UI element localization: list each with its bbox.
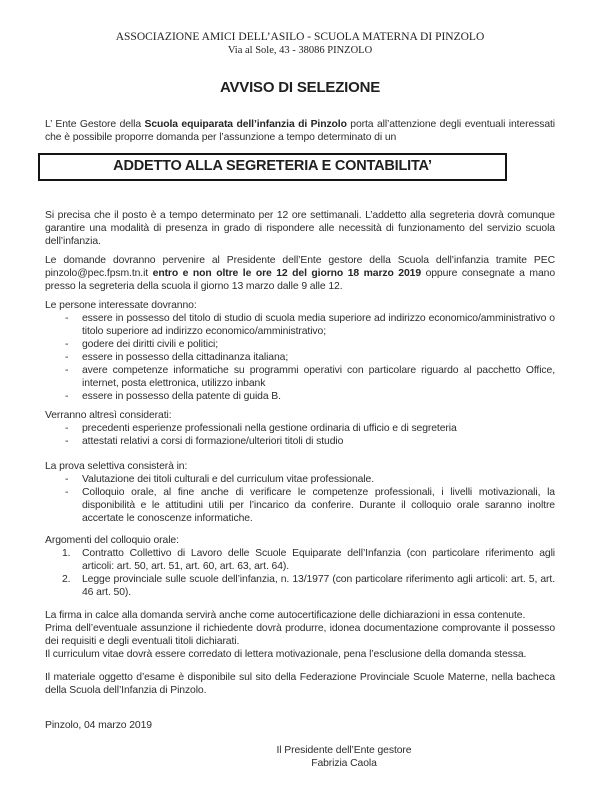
numbered-list-item xyxy=(45,547,555,573)
list-item xyxy=(45,351,555,364)
prova-list xyxy=(45,473,555,525)
domande-text-pre: Le domande dovranno pervenire al Presidente dell’Ente gestore della Scuola dell’infanzia tramite PEC pinzolo@pec.fpsm.tn.it xyxy=(45,255,555,279)
prova-intro: La prova selettiva consisterà in: xyxy=(45,461,188,472)
number-marker: 1. xyxy=(62,548,71,559)
list-item-text: Contratto Collettivo di Lavoro delle Scuole Equiparate dell’Infanzia (con particolare riferimento agli articoli: art. 50, art. 51, art. 60, art. 63, art. 64). xyxy=(82,548,555,572)
intro-paragraph xyxy=(45,118,555,144)
list-item-text: precedenti esperienze professionali nella gestione ordinaria di ufficio e di segreteria xyxy=(82,423,457,434)
list-item-text: essere in possesso della patente di guida B. xyxy=(82,391,281,402)
list-item-text: Colloquio orale, al fine anche di verificare le competenze professionali, i livelli motivazionali, la disponibilità e le attitudini utili per l’incarico da conferire. Durante il colloquio orale saranno inoltre accertate le conoscenze informatiche. xyxy=(82,487,555,524)
dash-marker: - xyxy=(65,365,69,376)
paragraph-domande xyxy=(45,254,555,293)
notice-title: AVVISO DI SELEZIONE xyxy=(219,79,381,96)
argomenti-list xyxy=(45,547,555,599)
list-item-text: Valutazione dei titoli culturali e del curriculum vitae professionale. xyxy=(82,474,374,485)
altresi-intro: Verranno altresì considerati: xyxy=(45,410,172,421)
dash-marker: - xyxy=(65,487,69,498)
dash-marker: - xyxy=(65,423,69,434)
position-title-box: ADDETTO ALLA SEGRETERIA E CONTABILITA’ xyxy=(38,153,507,181)
org-name: ASSOCIAZIONE AMICI DELL’ASILO - SCUOLA MATERNA DI PINZOLO xyxy=(115,31,485,43)
list-item-text: godere dei diritti civili e politici; xyxy=(82,339,219,350)
altresi-list xyxy=(45,422,555,448)
dateline: Pinzolo, 04 marzo 2019 xyxy=(45,720,152,731)
requisiti-intro: Le persone interessate dovranno: xyxy=(45,300,197,311)
intro-text-post: porta all’attenzione degli eventuali interessati che è possibile proporre domanda per l’assunzione a tempo determinato di un xyxy=(45,119,556,143)
deadline-bold: entro e non oltre le ore 12 del giorno 18 marzo 2019 xyxy=(152,268,422,279)
list-item-text: essere in possesso della cittadinanza italiana; xyxy=(82,352,289,363)
dash-marker: - xyxy=(65,313,69,324)
paragraph-materiale: Il materiale oggetto d’esame è disponibile sul sito della Federazione Provinciale Scuole Materne, nella bacheca della Scuola dell’Infanzia di Pinzolo. xyxy=(45,672,555,696)
dash-marker: - xyxy=(65,474,69,485)
dash-marker: - xyxy=(65,436,69,447)
requisiti-list xyxy=(45,312,555,403)
list-item xyxy=(45,338,555,351)
list-item-text: essere in possesso del titolo di studio di scuola media superiore ad indirizzo economico/amministrativo o titolo superiore ad indirizzo economico/amministrativo; xyxy=(82,313,555,337)
list-item-text: avere competenze informatiche su programmi operativi con particolare riguardo al pacchetto Office, internet, posta elettronica, utilizzo inbank xyxy=(82,365,555,389)
dash-marker: - xyxy=(65,391,69,402)
signature-block xyxy=(239,744,449,770)
list-item xyxy=(45,312,555,338)
org-address: Via al Sole, 43 - 38086 PINZOLO xyxy=(227,45,373,56)
number-marker: 2. xyxy=(62,574,71,585)
dash-marker: - xyxy=(65,352,69,363)
paragraph-assunzione: Prima dell’eventuale assunzione il richiedente dovrà produrre, idonea documentazione comprovante il possesso dei requisiti e degli eventuali titoli dichiarati. xyxy=(45,623,555,647)
list-item xyxy=(45,435,555,448)
list-item xyxy=(45,486,555,525)
dash-marker: - xyxy=(65,339,69,350)
signature-role: Il Presidente dell’Ente gestore xyxy=(276,745,412,756)
list-item-text: Legge provinciale sulle scuole dell’infanzia, n. 13/1977 (con particolare riferimento agli articoli: art. 5, art. 46 art. 50). xyxy=(82,574,555,598)
numbered-list-item xyxy=(45,573,555,599)
school-name-bold: Scuola equiparata dell’infanzia di Pinzolo xyxy=(144,119,347,130)
list-item xyxy=(45,473,555,486)
intro-text-pre: L’ Ente Gestore della xyxy=(45,119,145,130)
paragraph-curriculum: Il curriculum vitae dovrà essere corredato di lettera motivazionale, pena l’esclusione della domanda stessa. xyxy=(45,649,527,660)
paragraph-firma: La firma in calce alla domanda servirà anche come autocertificazione delle dichiarazioni in essa contenute. xyxy=(45,610,526,621)
list-item xyxy=(45,422,555,435)
argomenti-intro: Argomenti del colloquio orale: xyxy=(45,535,179,546)
list-item xyxy=(45,364,555,390)
list-item-text: attestati relativi a corsi di formazione/ulteriori titoli di studio xyxy=(82,436,344,447)
domande-text-post: oppure consegnate a mano presso la segreteria della scuola il giorno 13 marzo dalle 9 alle 12. xyxy=(45,268,556,292)
signature-name: Fabrizia Caola xyxy=(311,758,377,769)
list-item xyxy=(45,390,555,403)
paragraph-posto: Si precisa che il posto è a tempo determinato per 12 ore settimanali. L’addetto alla segreteria dovrà comunque garantire una modalità di presenza in grado di rispondere alle necessità di funzionamento del servizio scuola dell’infanzia. xyxy=(45,210,555,247)
